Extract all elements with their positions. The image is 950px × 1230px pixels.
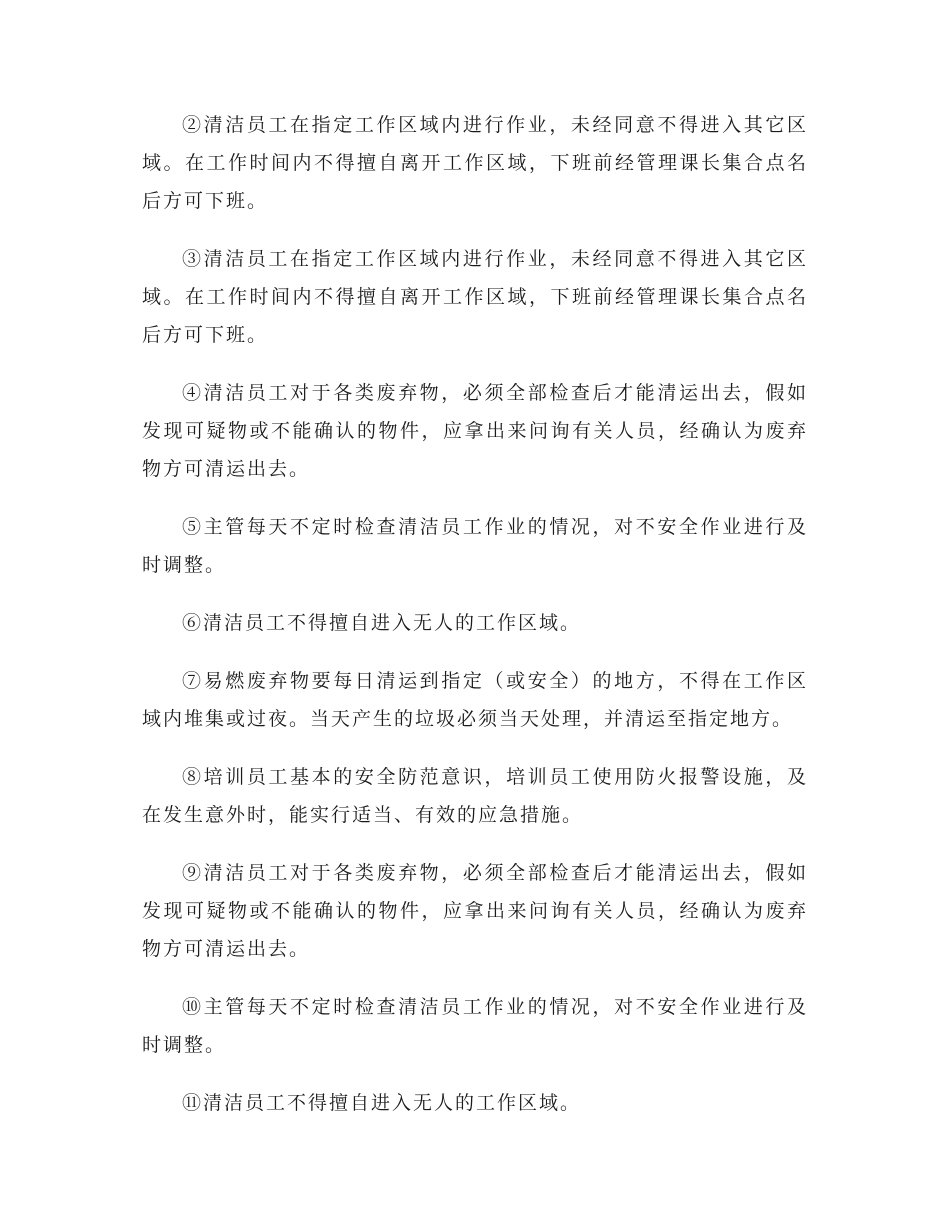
paragraph-item-11: ⑪清洁员工不得擅自进入无人的工作区域。 — [182, 1092, 582, 1114]
paragraph-item-6: ⑥清洁员工不得擅自进入无人的工作区域。 — [182, 612, 582, 634]
paragraph-item-2: ②清洁员工在指定工作区域内进行作业，未经同意不得进入其它区域。在工作时间内不得擅自离开工作区域，下班前经管理课长集合点名后方可下班。 — [142, 114, 808, 212]
paragraph-item-10: ⑩主管每天不定时检查清洁员工作业的情况，对不安全作业进行及时调整。 — [142, 996, 808, 1056]
paragraph-item-5: ⑤主管每天不定时检查清洁员工作业的情况，对不安全作业进行及时调整。 — [142, 516, 808, 576]
paragraph-item-8: ⑧培训员工基本的安全防范意识，培训员工使用防火报警设施，及在发生意外时，能实行适当、有效的应急措施。 — [142, 766, 808, 826]
document-body — [142, 106, 808, 1142]
paragraph-item-7: ⑦易燃废弃物要每日清运到指定（或安全）的地方，不得在工作区域内堆集或过夜。当天产生的垃圾必须当天处理，并清运至指定地方。 — [142, 670, 808, 730]
paragraph-item-3: ③清洁员工在指定工作区域内进行作业，未经同意不得进入其它区域。在工作时间内不得擅自离开工作区域，下班前经管理课长集合点名后方可下班。 — [142, 248, 808, 346]
paragraph-item-9: ⑨清洁员工对于各类废弃物，必须全部检查后才能清运出去，假如发现可疑物或不能确认的物件，应拿出来问询有关人员，经确认为废弃物方可清运出去。 — [142, 862, 808, 960]
paragraph-item-4: ④清洁员工对于各类废弃物，必须全部检查后才能清运出去，假如发现可疑物或不能确认的物件，应拿出来问询有关人员，经确认为废弃物方可清运出去。 — [142, 382, 808, 480]
